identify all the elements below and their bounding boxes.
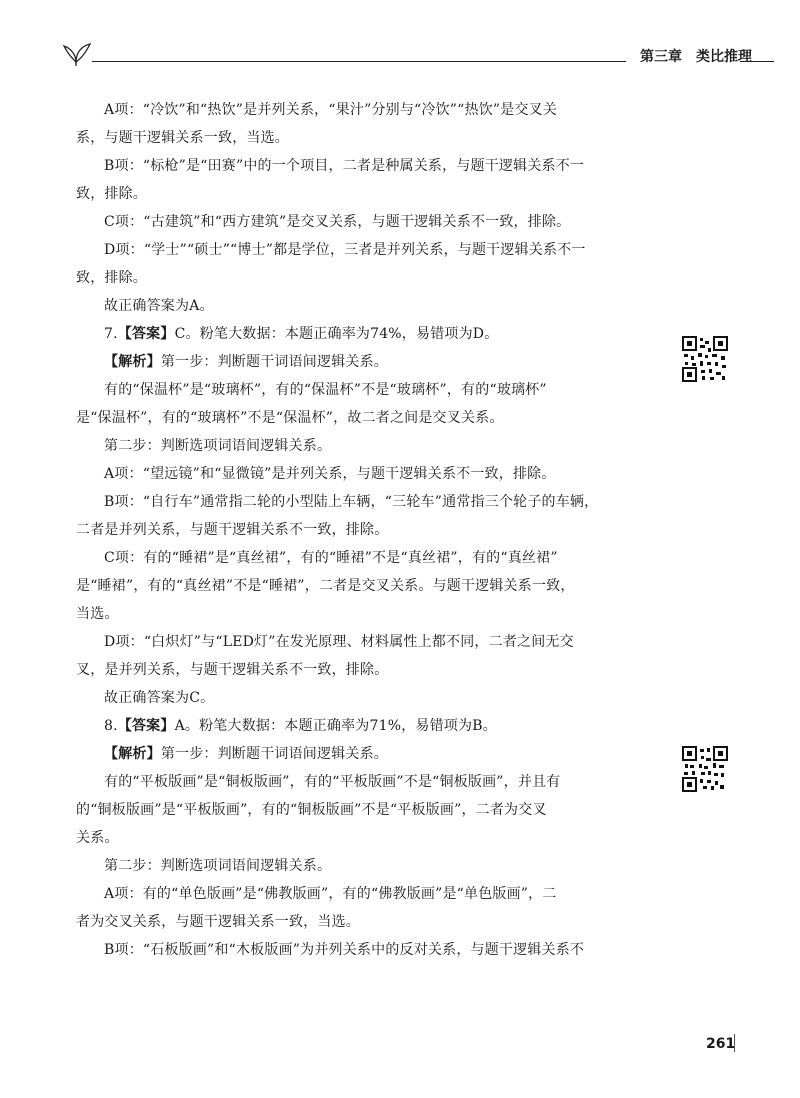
analysis-line bbox=[76, 740, 656, 768]
paragraph: 当选。 bbox=[76, 606, 119, 622]
paragraph: 者为交叉关系，与题干逻辑关系一致，当选。 bbox=[76, 914, 360, 930]
answer-text: A。粉笔大数据：本题正确率为71%，易错项为B。 bbox=[174, 718, 497, 734]
paragraph: 第二步：判断选项词语间逻辑关系。 bbox=[104, 858, 332, 874]
paragraph: 有的“平板版画”是“铜板版画”，有的“平板版画”不是“铜板版画”，并且有 bbox=[104, 774, 561, 790]
leaf-icon bbox=[62, 40, 92, 66]
paragraph: 故正确答案为C。 bbox=[104, 690, 215, 706]
paragraph: 故正确答案为A。 bbox=[104, 298, 214, 314]
running-header bbox=[62, 40, 774, 68]
qr-code-icon[interactable] bbox=[682, 336, 728, 382]
paragraph: 二者是并列关系，与题干逻辑关系不一致，排除。 bbox=[76, 522, 389, 538]
paragraph: 系，与题干逻辑关系一致，当选。 bbox=[76, 130, 289, 146]
paragraph: 致，排除。 bbox=[76, 270, 147, 286]
qr-code-icon[interactable] bbox=[682, 746, 728, 792]
paragraph: 的“铜板版画”是“平板版画”，有的“铜板版画”不是“平板版画”，二者为交叉 bbox=[76, 802, 547, 818]
paragraph: B项：“标枪”是“田赛”中的一个项目，二者是种属关系，与题干逻辑关系不一 bbox=[104, 158, 585, 174]
answer-tag: 【答案】 bbox=[117, 326, 175, 342]
question-number: 7. bbox=[104, 326, 118, 342]
paragraph: A项：“望远镜”和“显微镜”是并列关系，与题干逻辑关系不一致，排除。 bbox=[104, 466, 556, 482]
header-rule-right bbox=[740, 61, 774, 62]
analysis-tag: 【解析】 bbox=[104, 746, 161, 762]
answer-line bbox=[76, 712, 656, 740]
analysis-text: 第一步：判断题干词语间逻辑关系。 bbox=[160, 746, 389, 762]
paragraph: A项：有的“单色版画”是“佛教版画”，有的“佛教版画”是“单色版画”，二 bbox=[104, 886, 557, 902]
paragraph: 关系。 bbox=[76, 830, 119, 846]
paragraph: C项：有的“睡裙”是“真丝裙”，有的“睡裙”不是“真丝裙”，有的“真丝裙” bbox=[104, 550, 558, 566]
analysis-tag: 【解析】 bbox=[104, 354, 161, 370]
header-rule-left bbox=[92, 61, 626, 62]
answer-line bbox=[76, 320, 656, 348]
paragraph: D项：“学士”“硕士”“博士”都是学位，三者是并列关系，与题干逻辑关系不一 bbox=[104, 242, 586, 258]
analysis-text: 第一步：判断题干词语间逻辑关系。 bbox=[160, 354, 389, 370]
paragraph: B项：“自行车”通常指二轮的小型陆上车辆，“三轮车”通常指三个轮子的车辆， bbox=[104, 494, 599, 510]
paragraph: 第二步：判断选项词语间逻辑关系。 bbox=[104, 438, 332, 454]
paragraph: 有的“保温杯”是“玻璃杯”，有的“保温杯”不是“玻璃杯”，有的“玻璃杯” bbox=[104, 382, 547, 398]
question-number: 8. bbox=[104, 718, 118, 734]
chapter-title: 第三章 类比推理 bbox=[640, 49, 752, 65]
answer-tag: 【答案】 bbox=[117, 718, 175, 734]
paragraph: A项：“冷饮”和“热饮”是并列关系，“果汁”分别与“冷饮”“热饮”是交叉关 bbox=[104, 102, 558, 118]
paragraph: 致，排除。 bbox=[76, 186, 147, 202]
page-body bbox=[76, 96, 656, 964]
paragraph: 是“保温杯”，有的“玻璃杯”不是“保温杯”，故二者之间是交叉关系。 bbox=[76, 410, 504, 426]
paragraph: D项：“白炽灯”与“LED灯”在发光原理、材料属性上都不同，二者之间无交 bbox=[104, 634, 574, 650]
paragraph: 叉，是并列关系，与题干逻辑关系不一致，排除。 bbox=[76, 662, 389, 678]
answer-text: C。粉笔大数据：本题正确率为74%，易错项为D。 bbox=[174, 326, 499, 342]
paragraph: C项：“古建筑”和“西方建筑”是交叉关系，与题干逻辑关系不一致，排除。 bbox=[104, 214, 571, 230]
paragraph: 是“睡裙”，有的“真丝裙”不是“睡裙”，二者是交叉关系。与题干逻辑关系一致， bbox=[76, 578, 575, 594]
page-number: 261 bbox=[706, 1036, 736, 1052]
paragraph: B项：“石板版画”和“木板版画”为并列关系中的反对关系，与题干逻辑关系不 bbox=[104, 942, 585, 958]
page-number-tick bbox=[734, 1034, 735, 1052]
analysis-line bbox=[76, 348, 656, 376]
